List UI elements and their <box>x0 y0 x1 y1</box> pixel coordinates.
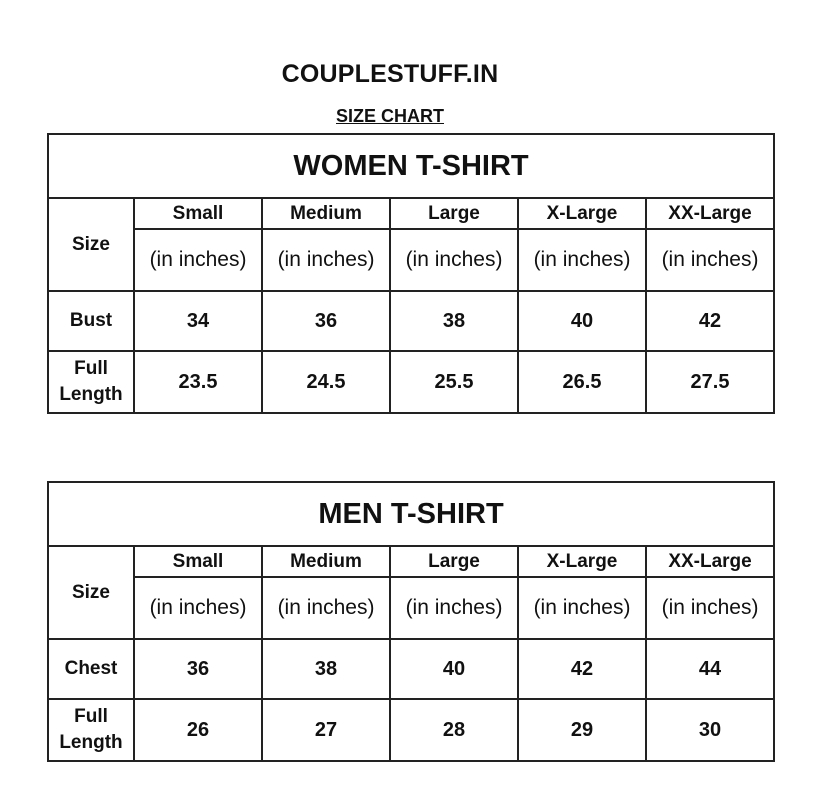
unit-label: (in inches) <box>262 577 390 639</box>
women-table-title: WOMEN T-SHIRT <box>48 134 774 198</box>
size-header-small: Small <box>134 546 262 577</box>
row-label-bust: Bust <box>48 291 134 351</box>
table-row <box>48 291 774 351</box>
unit-label: (in inches) <box>646 229 774 291</box>
size-header-xx-large: XX-Large <box>646 198 774 229</box>
table-cell: 27.5 <box>646 351 774 413</box>
unit-label: (in inches) <box>134 229 262 291</box>
brand-title: COUPLESTUFF.IN <box>281 60 499 88</box>
size-header-small: Small <box>134 198 262 229</box>
women-size-table <box>47 133 775 414</box>
table-cell: 29 <box>518 699 646 761</box>
table-row <box>48 351 774 413</box>
unit-label: (in inches) <box>646 577 774 639</box>
unit-label: (in inches) <box>262 229 390 291</box>
size-chart-heading: SIZE CHART <box>336 106 444 126</box>
table-cell: 24.5 <box>262 351 390 413</box>
unit-label: (in inches) <box>134 577 262 639</box>
row-label-full-length <box>48 351 134 413</box>
table-cell: 42 <box>646 291 774 351</box>
unit-label: (in inches) <box>390 229 518 291</box>
size-header-large: Large <box>390 198 518 229</box>
table-cell: 23.5 <box>134 351 262 413</box>
table-cell: 25.5 <box>390 351 518 413</box>
table-cell: 26.5 <box>518 351 646 413</box>
row-label-line-2: Length <box>59 384 123 405</box>
size-header-x-large: X-Large <box>518 546 646 577</box>
men-size-table <box>47 481 775 762</box>
table-cell: 34 <box>134 291 262 351</box>
row-label-line-1: Full <box>74 358 108 380</box>
table-cell: 38 <box>390 291 518 351</box>
size-header-medium: Medium <box>262 198 390 229</box>
row-label-chest: Chest <box>48 639 134 699</box>
size-row-label: Size <box>48 546 134 639</box>
row-label-line-2: Length <box>59 732 123 753</box>
table-row <box>48 639 774 699</box>
row-label-full-length <box>48 699 134 761</box>
unit-label: (in inches) <box>518 577 646 639</box>
row-label-line-1: Full <box>74 706 108 728</box>
men-table-title: MEN T-SHIRT <box>48 482 774 546</box>
size-header-large: Large <box>390 546 518 577</box>
table-cell: 36 <box>262 291 390 351</box>
size-header-medium: Medium <box>262 546 390 577</box>
unit-label: (in inches) <box>518 229 646 291</box>
unit-label: (in inches) <box>390 577 518 639</box>
table-cell: 27 <box>262 699 390 761</box>
size-header-x-large: X-Large <box>518 198 646 229</box>
table-cell: 40 <box>518 291 646 351</box>
table-cell: 44 <box>646 639 774 699</box>
table-cell: 38 <box>262 639 390 699</box>
table-row <box>48 699 774 761</box>
size-row-label: Size <box>48 198 134 291</box>
table-cell: 42 <box>518 639 646 699</box>
table-cell: 30 <box>646 699 774 761</box>
table-cell: 36 <box>134 639 262 699</box>
table-cell: 40 <box>390 639 518 699</box>
size-header-xx-large: XX-Large <box>646 546 774 577</box>
table-cell: 28 <box>390 699 518 761</box>
table-cell: 26 <box>134 699 262 761</box>
